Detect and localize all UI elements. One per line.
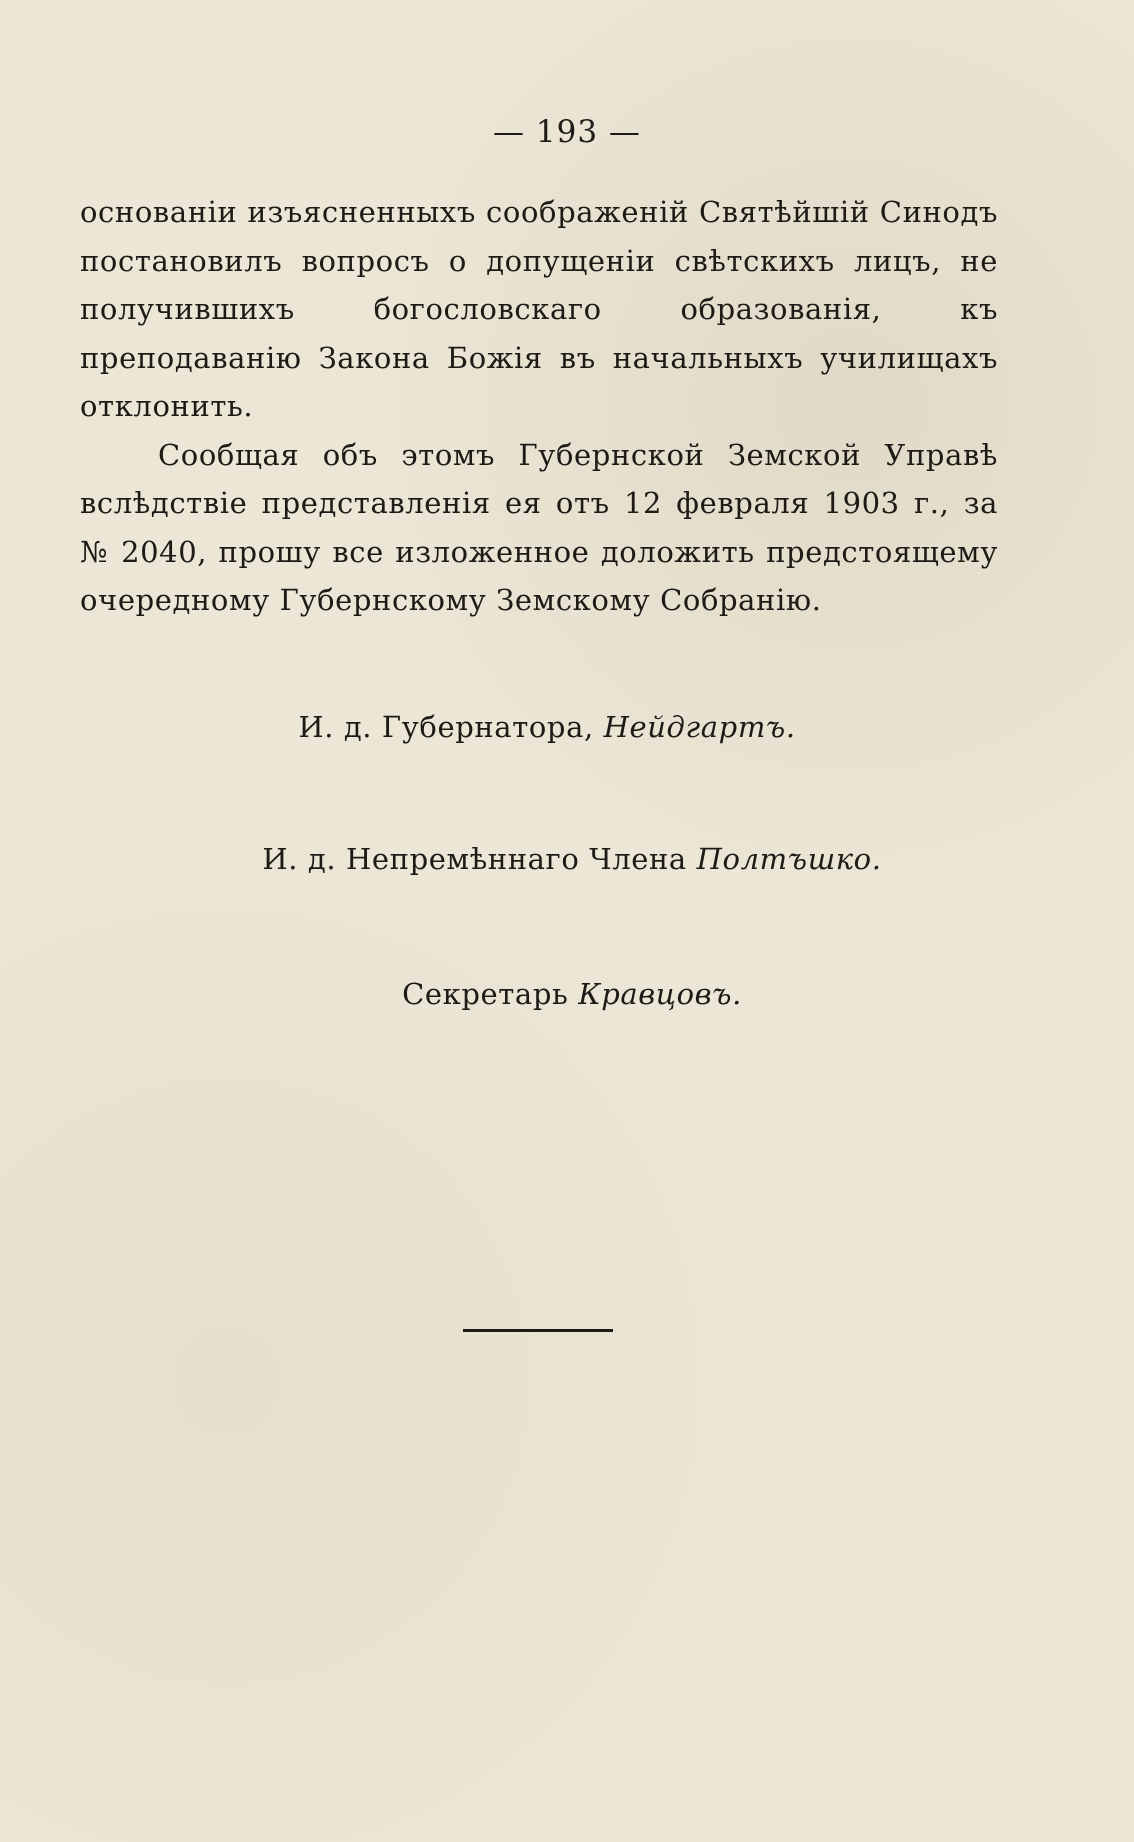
page-number: — 193 — (493, 114, 641, 150)
signature-name: Нейдгартъ. (603, 710, 796, 744)
signature-secretary (0, 977, 1134, 1011)
signature-name: Полтъшко. (696, 842, 882, 876)
closing-rule (463, 1329, 613, 1332)
paragraph-continuation: основаніи изъясненныхъ соображеній Святѣйшій Синодъ постановилъ вопросъ о допущеніи свѣтскихъ лицъ, не получившихъ богословскаго образованія, къ преподаванію Закона Божія въ начальныхъ училищахъ отклонить. (80, 195, 998, 423)
signature-member (0, 842, 1134, 876)
signature-title: И. д. Непремѣннаго Члена (262, 842, 687, 876)
signature-title: И. д. Губернатора, (298, 710, 594, 744)
signature-title: Секретарь (402, 977, 569, 1011)
letter-body (80, 188, 998, 625)
signature-name: Кравцовъ. (578, 977, 742, 1011)
signature-governor (0, 710, 1134, 744)
paragraph-request: Сообщая объ этомъ Губернской Земской Управѣ вслѣдствіе представленія ея отъ 12 февраля 1903 г., за № 2040, прошу все изложенное доложить предстоящему очередному Губернскому Земскому Собранію. (80, 437, 998, 617)
